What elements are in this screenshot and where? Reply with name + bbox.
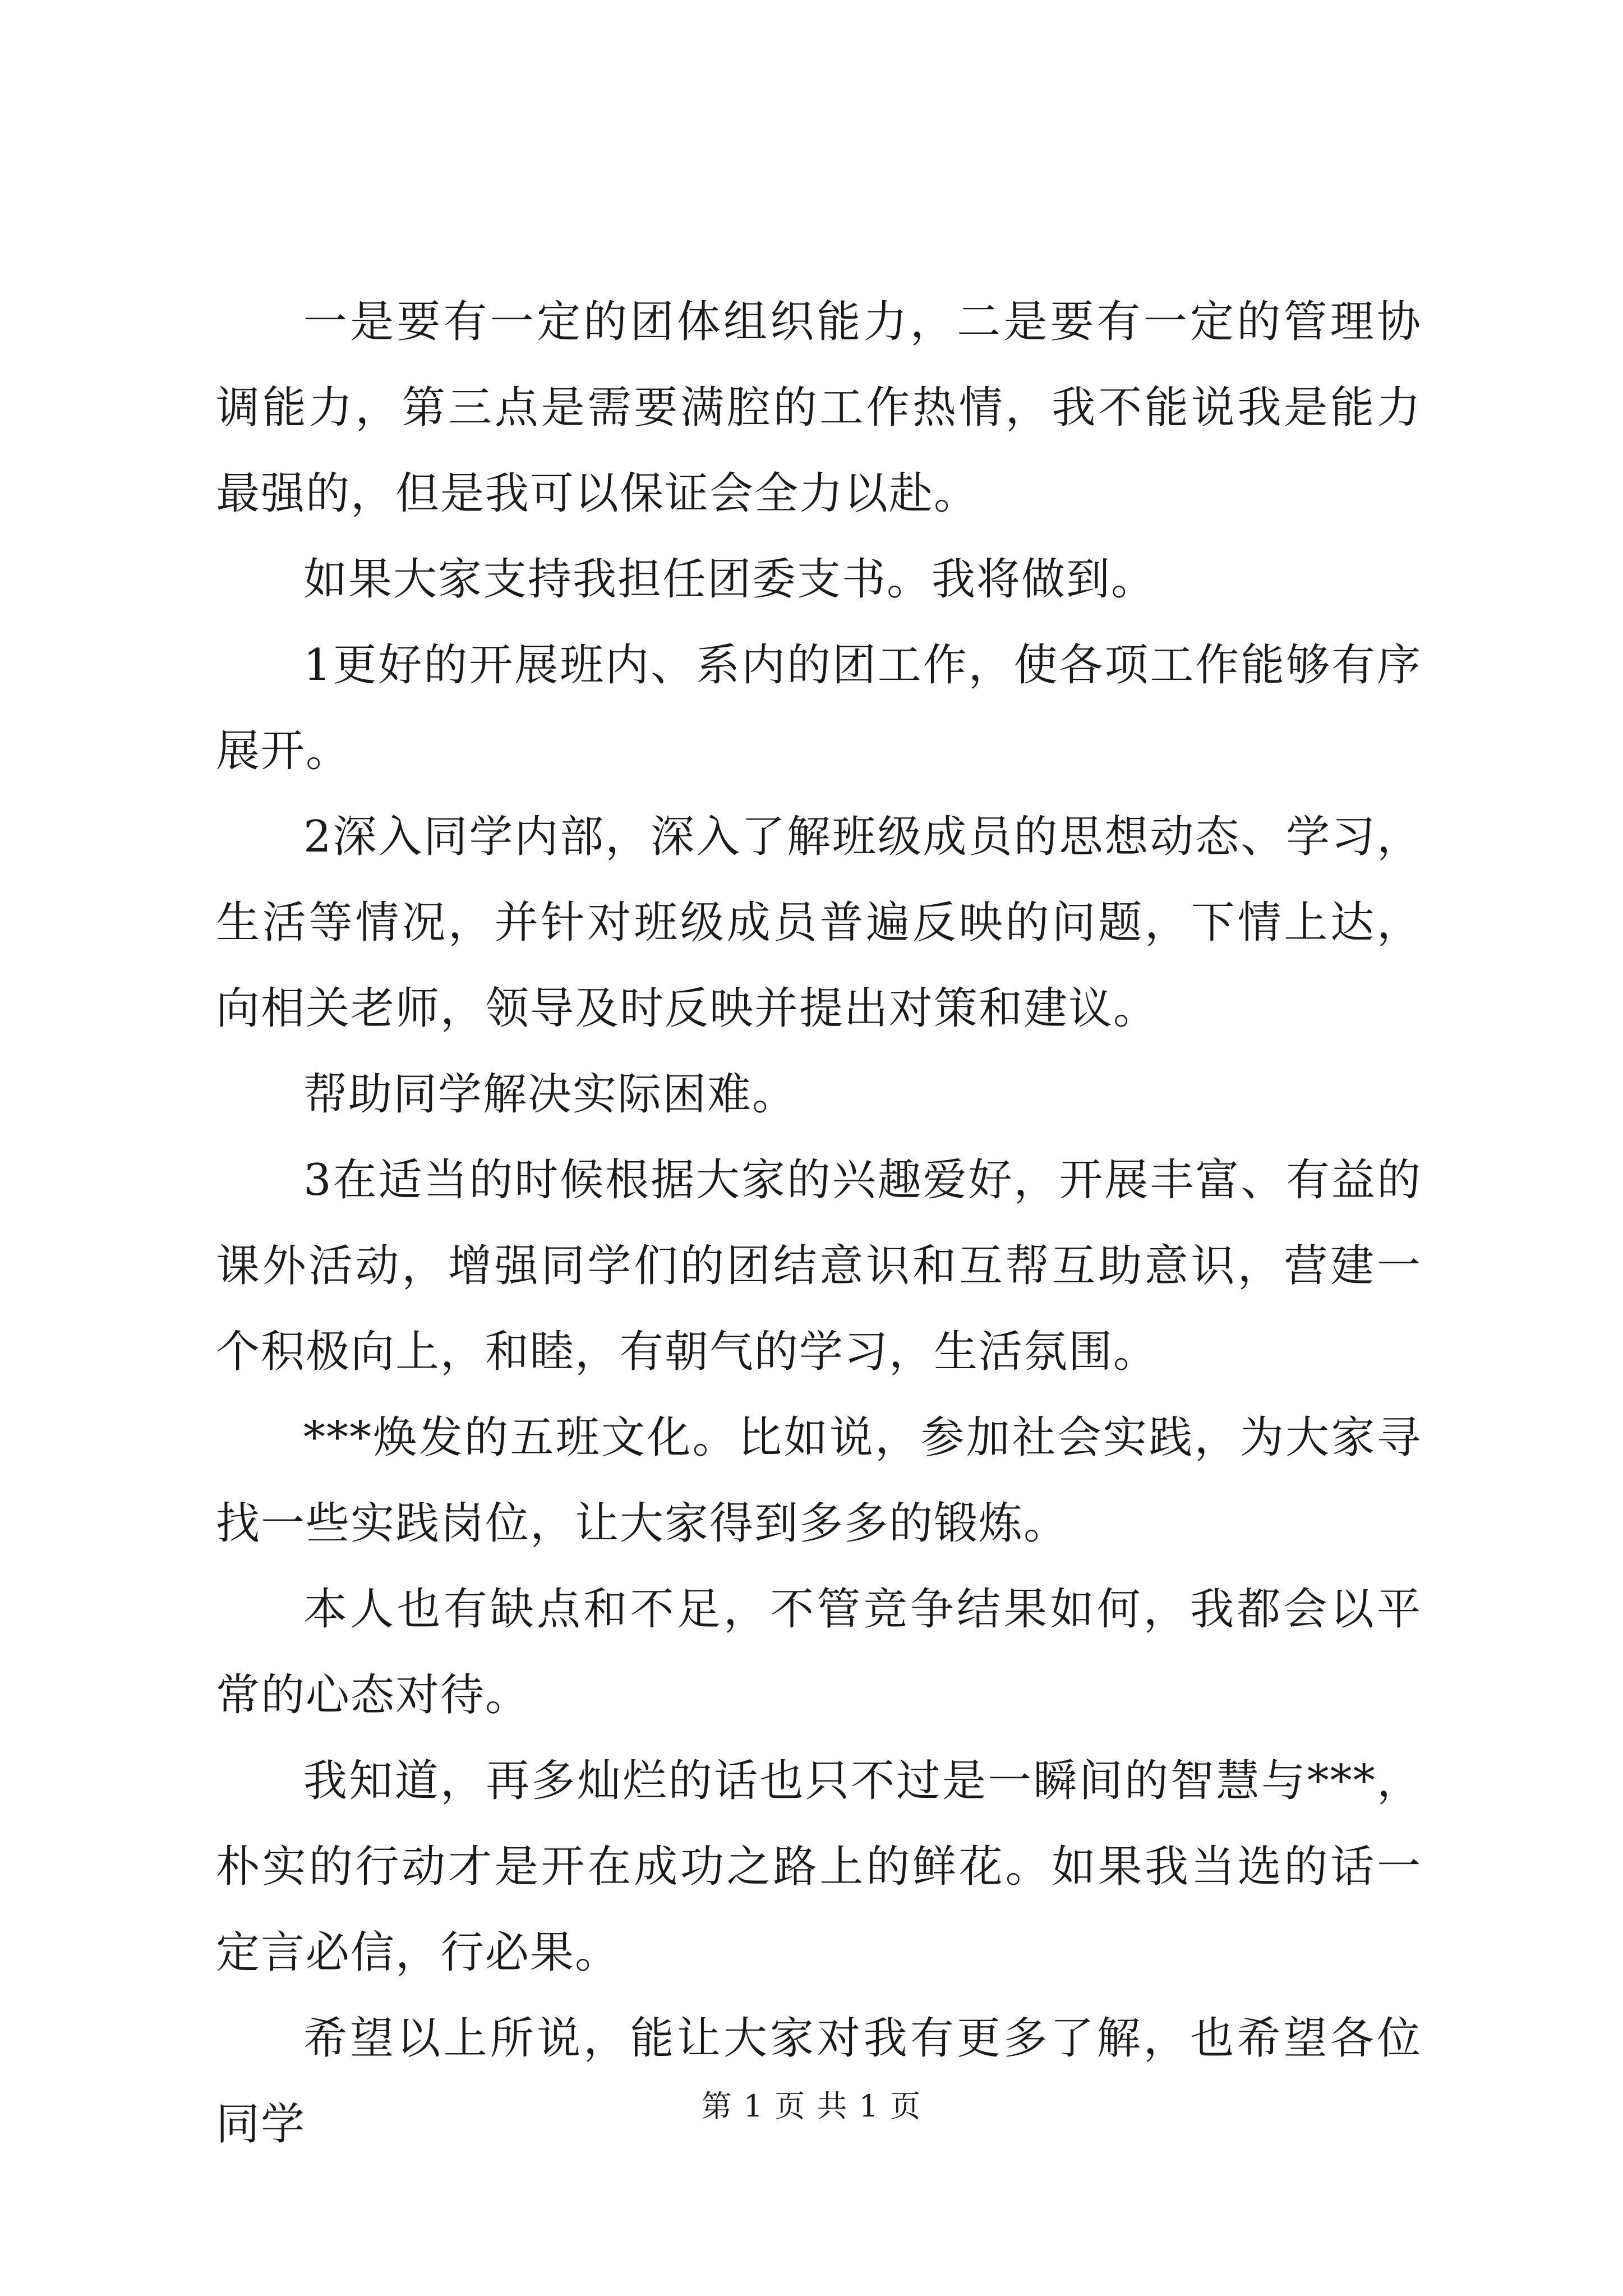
- paragraph: 一是要有一定的团体组织能力，二是要有一定的管理协调能力，第三点是需要满腔的工作热情，我不能说我是能力最强的，但是我可以保证会全力以赴。: [216, 297, 1422, 519]
- paragraph: 本人也有缺点和不足，不管竞争结果如何，我都会以平常的心态对待。: [216, 1584, 1422, 1720]
- paragraph: ***焕发的五班文化。比如说，参加社会实践，为大家寻找一些实践岗位，让大家得到多多的锻炼。: [216, 1412, 1422, 1549]
- paragraph: 2深入同学内部，深入了解班级成员的思想动态、学习，生活等情况，并针对班级成员普遍反映的问题，下情上达，向相关老师，领导及时反映并提出对策和建议。: [216, 812, 1422, 1034]
- paragraph: 如果大家支持我担任团委支书。我将做到。: [303, 554, 1156, 605]
- paragraph: 1更好的开展班内、系内的团工作，使各项工作能够有序展开。: [216, 640, 1422, 776]
- paragraph: 帮助同学解决实际困难。: [303, 1069, 797, 1120]
- page-number-footer: 第 1 页 共 1 页: [701, 2088, 922, 2124]
- paragraph: 希望以上所说，能让大家对我有更多了解，也希望各位同学: [216, 2013, 1422, 2150]
- paragraph: 3在适当的时候根据大家的兴趣爱好，开展丰富、有益的课外活动，增强同学们的团结意识和互帮互助意识，营建一个积极向上，和睦，有朝气的学习，生活氛围。: [216, 1155, 1422, 1377]
- document-body: [216, 279, 1422, 2168]
- paragraph: 我知道，再多灿烂的话也只不过是一瞬间的智慧与***，朴实的行动才是开在成功之路上的鲜花。如果我当选的话一定言必信，行必果。: [216, 1756, 1422, 1978]
